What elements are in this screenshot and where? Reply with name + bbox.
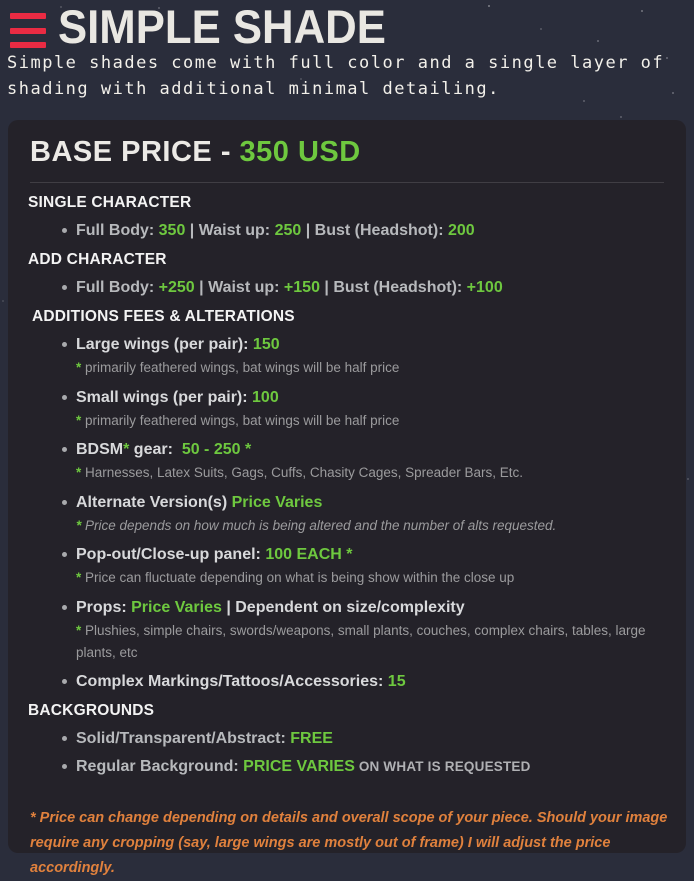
item-label: Bust (Headshot): [333,279,467,296]
item-label: | Dependent on size/complexity [221,598,465,616]
base-price-heading [30,135,668,169]
asterisk: * [76,570,82,586]
item-label: | [301,222,315,239]
section-title: ADDITIONS FEES & ALTERATIONS [32,308,295,325]
price-value: 200 [447,222,475,239]
item-note: * Price can fluctuate depending on what is being show within the close up [76,570,515,586]
price-item [62,757,668,776]
page-title: SIMPLE SHADE [58,0,386,53]
item-label: Waist up: [198,222,275,239]
price-value: Price Varies [131,598,222,616]
item-note: * primarily feathered wings, bat wings will be half price [76,412,400,428]
hamburger-bar [10,42,46,48]
item-label: Solid/Transparent/Abstract: [76,730,291,748]
page-header [0,0,694,120]
item-note: * Plushies, simple chairs, swords/weapons, small plants, couches, complex chairs, tables, large plants, etc [76,622,646,660]
item-label: Small wings (per pair): [76,388,253,406]
item-label: Full Body: [76,222,159,239]
price-value: 250 [274,222,302,239]
asterisk: * [76,622,82,638]
price-value: * [123,441,130,459]
pricing-card [8,120,686,877]
price-value: +150 [283,279,320,296]
price-value: 15 [387,673,406,691]
item-label: Waist up: [208,279,284,296]
price-item [62,493,668,512]
page-subtitle: Simple shades come with full color and a single layer of shading with additional minimal detailing. [7,53,665,99]
asterisk: * [76,465,82,481]
divider [30,182,664,183]
price-value: 150 [252,336,280,353]
item-label: ON WHAT IS REQUESTED [354,759,531,775]
price-sections [26,194,668,776]
item-label: Bust (Headshot): [314,222,448,239]
price-item [62,598,668,617]
section-title: SINGLE CHARACTER [28,194,192,211]
item-note: * Price depends on how much is being altered and the number of alts requested. [76,517,557,533]
price-item [62,388,668,407]
item-label: BDSM [76,441,124,459]
item-label: Pop-out/Close-up panel: [76,546,266,564]
price-value: FREE [290,730,333,748]
item-label: | [194,279,209,296]
item-label: Large wings (per pair): [76,336,253,353]
price-item [62,440,668,459]
price-item [62,672,668,691]
price-value: +100 [466,279,503,296]
item-label: Alternate Version(s) [76,493,232,511]
hamburger-menu-icon[interactable] [10,13,46,48]
price-value: 100 [252,388,279,406]
base-price-value: 350 USD [239,136,361,168]
section-title: ADD CHARACTER [28,251,167,268]
asterisk: * [76,517,82,533]
price-item [62,221,668,240]
price-value: Price Varies [231,493,323,511]
item-label: gear: [129,441,182,459]
item-label: Complex Markings/Tattoos/Accessories: [76,673,388,691]
item-label: Regular Background: [76,758,244,776]
price-item [62,729,668,748]
item-note: * Harnesses, Latex Suits, Gags, Cuffs, Chasity Cages, Spreader Bars, Etc. [76,465,523,481]
item-label: | [319,279,334,296]
item-note: * primarily feathered wings, bat wings will be half price [76,360,400,375]
price-item [62,335,668,354]
price-value: 100 EACH * [265,546,353,564]
item-label: | [185,222,199,239]
asterisk: * [76,412,82,428]
hamburger-bar [10,28,46,34]
item-label: Full Body: [76,279,159,296]
hamburger-bar [10,13,46,19]
price-value: 50 - 250 * [181,441,252,459]
price-item [62,545,668,564]
base-price-label: BASE PRICE - [30,136,240,168]
section-title: BACKGROUNDS [28,702,155,720]
item-label: Props: [76,598,132,616]
price-value: PRICE VARIES [243,758,355,776]
price-item [62,278,668,297]
asterisk: * [76,360,82,375]
price-value: 350 [158,222,186,239]
price-value: +250 [158,279,195,296]
price-footnote: * Price can change depending on details and overall scope of your piece. Should your image require any cropping (say, large wings are mostly out of frame) I will adjust the price accordingly. [30,810,668,877]
